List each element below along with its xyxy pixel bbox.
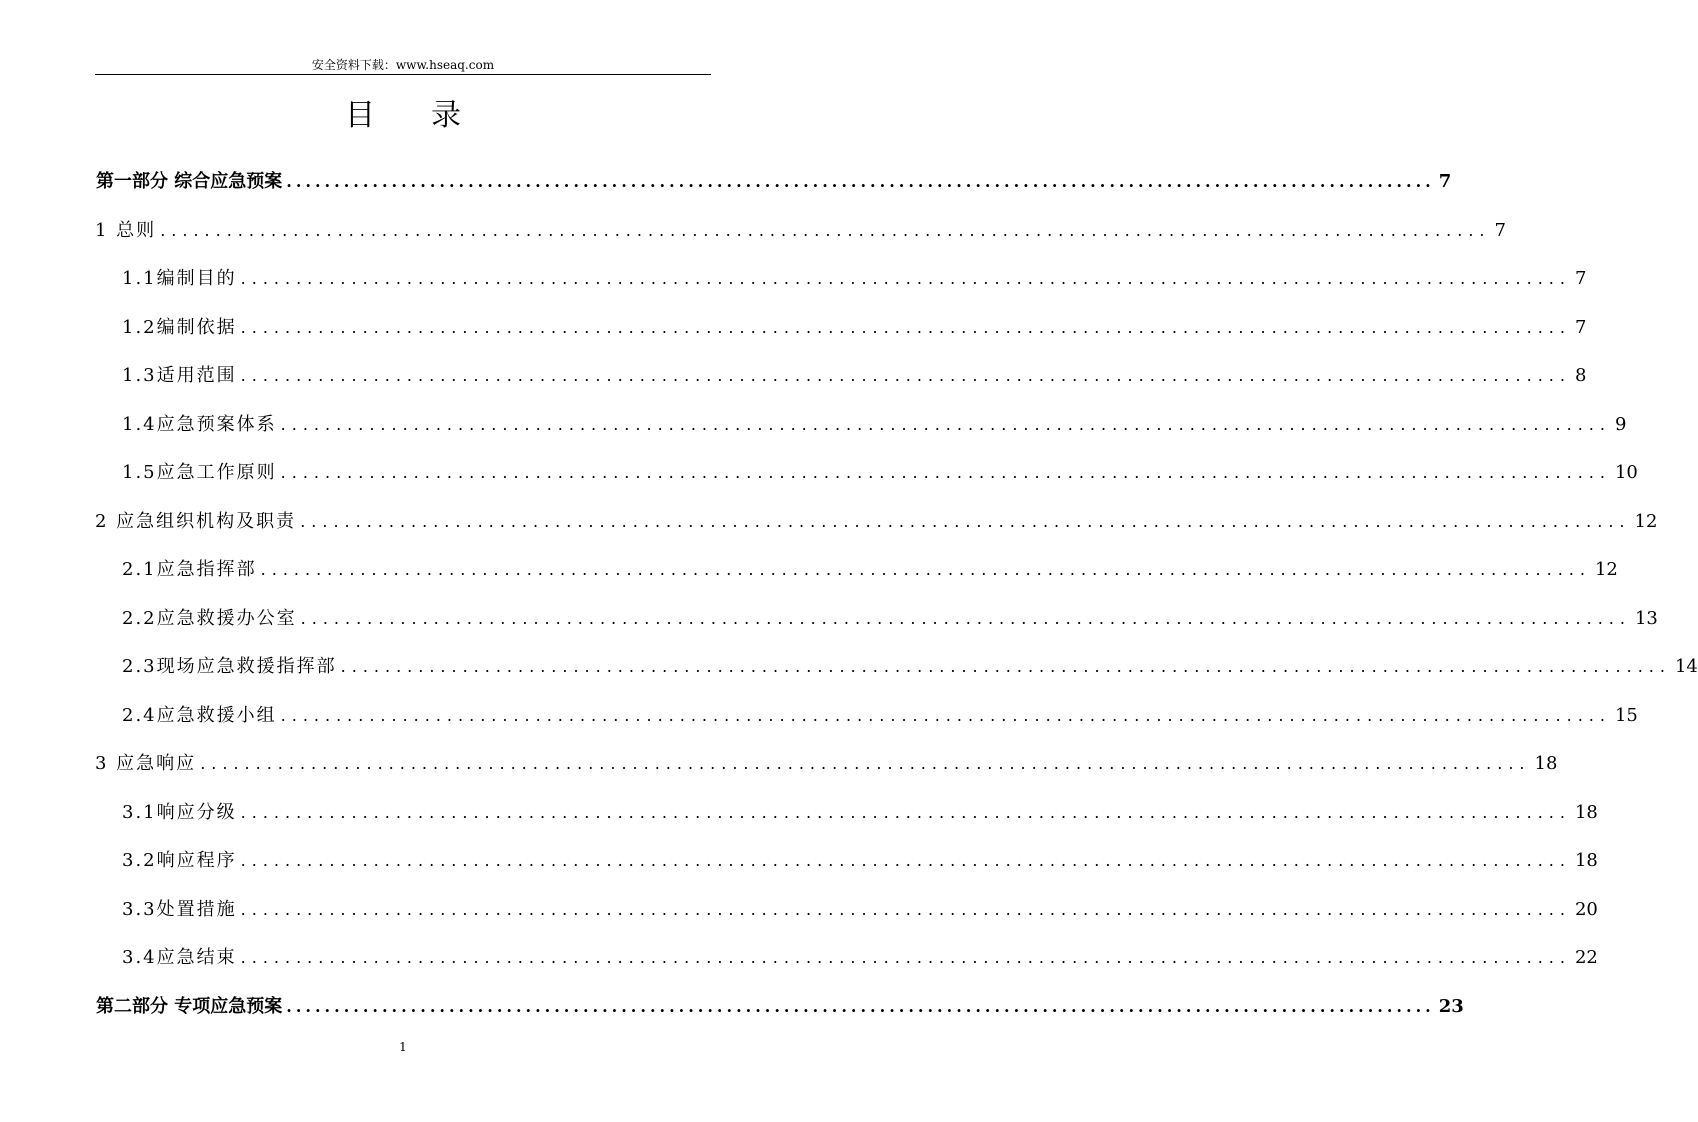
toc-entry-page: 7 (1438, 171, 1452, 192)
toc-entry-page: 14 (1674, 656, 1698, 677)
toc-entry[interactable] (122, 801, 1598, 825)
toc-entry[interactable] (122, 316, 1587, 340)
toc-entry[interactable] (122, 461, 1638, 485)
toc-dot-leader: ........................................................................................................................ (286, 172, 1435, 191)
page-title: 目录 (345, 98, 517, 133)
page-number: 1 (399, 1040, 407, 1054)
toc-entry-page: 9 (1614, 414, 1627, 435)
toc-entry-page: 18 (1534, 753, 1558, 774)
toc-entry-label: 第一部分 综合应急预案 (96, 171, 283, 192)
toc-dot-leader: ........................................................................................................................ (160, 221, 1491, 240)
toc-entry-page: 7 (1494, 220, 1506, 241)
toc-dot-leader: ........................................................................................................................ (240, 851, 1571, 870)
toc-entry-label: 1.3适用范围 (122, 365, 237, 386)
toc-entry[interactable] (95, 219, 1506, 243)
toc-entry-label: 3 应急响应 (95, 753, 197, 774)
toc-entry-page: 8 (1574, 365, 1587, 386)
toc-dot-leader: ........................................................................................................................ (260, 560, 1591, 579)
toc-dot-leader: ........................................................................................................................ (280, 706, 1611, 725)
toc-dot-leader: ........................................................................................................................ (200, 754, 1531, 773)
toc-entry[interactable] (122, 898, 1598, 922)
toc-entry-page: 13 (1634, 608, 1658, 629)
toc-entry-label: 1.4应急预案体系 (122, 414, 277, 435)
toc-entry-label: 1 总则 (95, 220, 157, 241)
toc-entry-page: 18 (1574, 802, 1598, 823)
toc-entry[interactable] (122, 655, 1698, 679)
toc-dot-leader: ........................................................................................................................ (280, 463, 1611, 482)
toc-entry[interactable] (122, 704, 1638, 728)
toc-entry-label: 1.2编制依据 (122, 317, 237, 338)
toc-entry-page: 18 (1574, 850, 1598, 871)
toc-entry-page: 12 (1634, 511, 1658, 532)
toc-entry[interactable] (122, 946, 1598, 970)
toc-entry[interactable] (95, 752, 1558, 776)
toc-entry[interactable] (122, 849, 1598, 873)
toc-entry-page: 23 (1438, 996, 1464, 1017)
toc-entry-page: 15 (1614, 705, 1638, 726)
toc-entry-label: 3.2响应程序 (122, 850, 237, 871)
toc-dot-leader: ........................................................................................................................ (240, 366, 1571, 385)
toc-entry-page: 7 (1574, 268, 1587, 289)
toc-entry-label: 第二部分 专项应急预案 (96, 996, 283, 1017)
toc-dot-leader: ........................................................................................................................ (300, 512, 1631, 531)
toc-dot-leader: ........................................................................................................................ (240, 948, 1571, 967)
toc-entry-label: 1.5应急工作原则 (122, 462, 277, 483)
toc-dot-leader: ........................................................................................................................ (286, 997, 1435, 1016)
toc-entry[interactable] (95, 510, 1658, 534)
toc-entry-label: 2.2应急救援办公室 (122, 608, 297, 629)
toc-entry-label: 2 应急组织机构及职责 (95, 511, 297, 532)
toc-entry-label: 3.4应急结束 (122, 947, 237, 968)
toc-entry-page: 22 (1574, 947, 1598, 968)
toc-entry-label: 2.4应急救援小组 (122, 705, 277, 726)
toc-entry-label: 3.1响应分级 (122, 802, 237, 823)
toc-entry-label: 2.3现场应急救援指挥部 (122, 656, 337, 677)
page-header: 安全资料下载：www.hseaq.com (311, 58, 495, 72)
toc-entry-page: 20 (1574, 899, 1598, 920)
toc-dot-leader: ........................................................................................................................ (240, 803, 1571, 822)
toc-entry-page: 12 (1594, 559, 1618, 580)
toc-entry-label: 2.1应急指挥部 (122, 559, 257, 580)
toc-entry[interactable] (122, 607, 1658, 631)
toc-dot-leader: ........................................................................................................................ (240, 269, 1571, 288)
toc-dot-leader: ........................................................................................................................ (240, 900, 1571, 919)
toc-entry[interactable] (122, 267, 1587, 291)
toc-entry-label: 3.3处置措施 (122, 899, 237, 920)
toc-dot-leader: ........................................................................................................................ (300, 609, 1631, 628)
toc-entry[interactable] (122, 558, 1618, 582)
toc-dot-leader: ........................................................................................................................ (240, 318, 1571, 337)
toc-entry-label: 1.1编制目的 (122, 268, 237, 289)
toc-entry[interactable] (122, 413, 1627, 437)
toc-dot-leader: ........................................................................................................................ (280, 415, 1611, 434)
toc-entry[interactable] (96, 995, 1464, 1019)
toc-entry-page: 10 (1614, 462, 1638, 483)
toc-entry[interactable] (96, 170, 1452, 194)
toc-entry-page: 7 (1574, 317, 1587, 338)
toc-dot-leader: ........................................................................................................................ (340, 657, 1671, 676)
toc-entry[interactable] (122, 364, 1587, 388)
